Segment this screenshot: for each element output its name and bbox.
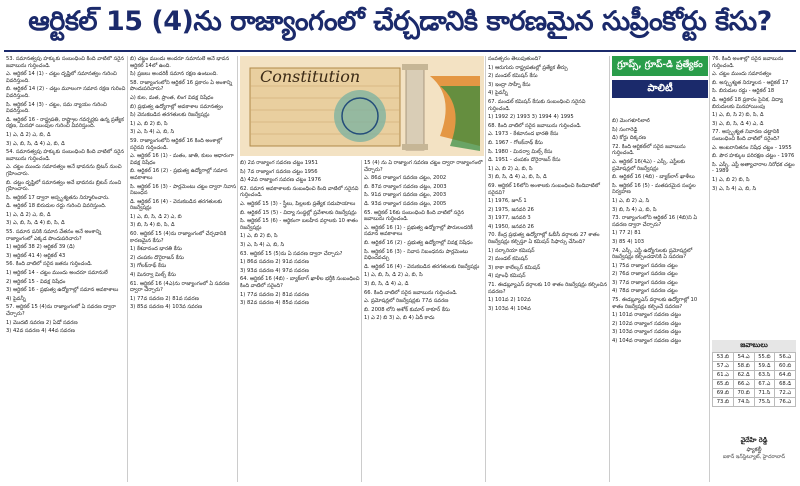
question-text: సి) 7వ రాజ్యాంగ సవరణ చట్టం 1956 (240, 168, 318, 175)
question-text: 1) ఆర్టికల్ 14 - చట్టం ముందు అందరూ సమానులే (6, 270, 108, 277)
column-divider (361, 160, 362, 482)
question-text: 1) ఎ, బి, సి, డి 2) ఎ, బి (130, 213, 182, 220)
question-text: సంవత్సరం తెలుపుతుంది? (488, 56, 541, 62)
question-text: సి. ఆర్టికల్ 14 (3) - చట్టం, సమ న్యాయం గురించి వివరిస్తుంది. (6, 101, 107, 115)
question-text: సి. ఆర్టికల్ 16 (5) - మతపరమైన సంస్థల నిర్వహణ (612, 182, 696, 196)
column-divider (609, 56, 610, 482)
question-text: 1) 77వ సవరణ 2) 81వ సవరణ (240, 291, 309, 298)
question-text: 3) ఎ, సి 4) ఎ, బి, సి (712, 185, 757, 192)
question-text: సి. 91వ రాజ్యాంగ సవరణ చట్టం, 2003 (364, 192, 447, 199)
question-text: బి. చట్టం దృష్టిలో సమానత్వం అనే భావనను బ్రిటన్ నుంచి గ్రహించారు. (6, 179, 122, 193)
illustration-banner-text: Constitution (260, 67, 361, 86)
question-text: బి. ఆర్టికల్ 16 (2) - ప్రభుత్వ ఉద్యోగాల్లో సమాన అవకాశాలు (130, 168, 228, 181)
question-text: 3) 85 4) 103 (612, 238, 645, 245)
question-text: బి. ఆర్టికల్ 16 (2) - ప్రభుత్వ ఉద్యోగాల్లో వివక్ష నిషేధం (364, 239, 473, 246)
answer-cell: 53.బి (713, 353, 734, 362)
question-text: 3) 85వ సవరణ 4) 103వ సవరణ (130, 304, 203, 311)
question-text: 2) మండల్ కమిషన్ (488, 256, 528, 263)
question-text: ఎ. ఆర్టికల్ 14 (1) - చట్టం దృష్టిలో సమానత్వం గురించి వివరిస్తుంది. (6, 71, 117, 84)
question-text: 1) మొదటి సవరణ 2) ఏడో సవరణ (6, 319, 78, 326)
question-text: 66. కింది వాటిలో సరైన జవాబును గుర్తించండి. (364, 289, 458, 296)
question-text: డి. ఆర్టికల్ 16 (4) - వెనుకబడిన తరగతులకు రిజర్వేషన్లు (364, 263, 480, 270)
question-text: 62. సమాన అవకాశాలకు సంబంధించి కింది వాటిలో సరైనవి గుర్తించండి. (240, 185, 359, 199)
question-text: 76. కింది అంశాల్లో సరైన జవాబును గుర్తించండి. (712, 56, 784, 69)
question-column-7 (712, 56, 796, 336)
question-text: డి. 93వ రాజ్యాంగ సవరణ చట్టం, 2005 (364, 200, 447, 207)
answer-cell: 62.డి (733, 371, 754, 380)
question-text: 4) 104వ రాజ్యాంగ సవరణ చట్టం (612, 338, 681, 345)
question-text: 74. ఎస్సీ, ఎస్టీ ఉద్యోగులకు ప్రమోషన్లలో రిజర్వేషన్లు కల్పించడానికి ఏ సవరణ? (612, 247, 693, 261)
question-text: సి) వెనుకబడిన తరగతులకు రిజర్వేషన్లు (130, 112, 210, 119)
question-text: 65. ఆర్టికల్ 16కు సంబంధించి కింది వాటిలో సరైన జవాబును గుర్తించండి. (364, 209, 465, 223)
question-text: సి. 1980 - మినర్వా మిల్స్ కేసు (488, 148, 553, 155)
question-text: బి. ఆర్టికల్ 14 (2) - చట్టం మూలంగా సమాన రక్షణ గురించి వివరిస్తుంది. (6, 86, 126, 99)
question-text: డి. ఆర్టికల్ 16 (4) - వెనుకబడిన తరగతులకు రిజర్వేషన్లు (130, 198, 223, 212)
question-text: 15 (4) ను ఏ రాజ్యాంగ సవరణ చట్టం ద్వారా రాజ్యాంగంలో చేర్చారు? (364, 160, 483, 173)
question-text: 58. రాజ్యాంగంలోని ఆర్టికల్ 16 ప్రకారం ఏ అంశాన్ని పొందుపరిచారు? (130, 79, 233, 93)
question-text: 3) ఎ, సి 4) ఎ, బి, సి (240, 241, 285, 248)
answer-key (712, 340, 796, 407)
question-text: 72. కింది ఆర్టికల్‌లో సరైన జవాబును గుర్తించండి. (612, 143, 686, 157)
question-text: 73. రాజ్యాంగంలోని ఆర్టికల్ 16 (4బి)ని ఏ సవరణ ద్వారా చేర్చారు? (612, 215, 698, 228)
question-text: సి. ఆర్టికల్ 17 ద్వారా అస్పృశ్యతను నిర్మూలించారు. (6, 194, 110, 201)
answer-row (713, 398, 796, 407)
answer-cell: 72.ఎ (775, 389, 796, 398)
author-name: వైదేహి రెడ్డి (740, 436, 768, 444)
question-text: 67. మండల్ కమిషన్ కేసుకు సంబంధించి సరైనవి గుర్తించండి. (488, 98, 586, 112)
question-text: 1) 101వ రాజ్యాంగ సవరణ చట్టం (612, 312, 681, 319)
question-text: 59. రాజ్యాంగంలోని ఆర్టికల్ 16 కింది అంశాల్లో సరైనవి గుర్తించండి. (130, 137, 223, 151)
question-text: 64. ఆర్టికల్ 16 (4బి) - బ్యాక్‌లాగ్ ఖాళీల భర్తీకి సంబంధించి కింది వాటిలో సరైంది? (240, 276, 360, 289)
question-text: ఎ) కుల, మత, ప్రాంత, లింగ వివక్ష నిషేధం (130, 94, 214, 101)
question-column-3 (240, 160, 360, 482)
question-text: బి) ప్రభుత్వ ఉద్యోగాల్లో అవకాశాల సమానత్వం (130, 103, 224, 110)
author-credit (712, 436, 796, 461)
question-text: 1) ఆరుగురు రాష్ట్రపతుల్లో ప్రత్యేక తీర్పు (488, 64, 568, 71)
constitution-book-icon (240, 56, 484, 156)
question-text: 54. సమానత్వపు హక్కుకు సంబంధించి కింది వాటిలో సరైన జవాబును గుర్తించండి. (6, 149, 125, 162)
question-text: ఎ. చట్టం ముందు సమానత్వం అనే భావనను బ్రిటన్ నుంచి గ్రహించారు. (6, 164, 122, 177)
question-text: 56. కింది వాటిలో సరైన జతను గుర్తించండి. (6, 261, 93, 268)
question-column-6 (612, 118, 708, 482)
answer-key-table (712, 352, 796, 407)
answer-cell: 74.సి (733, 398, 754, 407)
answer-cell: 76.ఎ (775, 398, 796, 407)
answer-cell: 73.బి (713, 398, 734, 407)
question-text: 2) చంపకం దొరైరాజన్ కేసు (130, 254, 184, 261)
question-text: సి. ఆర్టికల్ 16 (3) - నివాస నిబంధనను పార్లమెంటు విధించవచ్చు (364, 248, 469, 262)
question-text: 2) 76వ రాజ్యాంగ సవరణ చట్టం (612, 271, 678, 278)
answer-cell: 56.ఎ (775, 353, 796, 362)
question-text: 1) 77వ సవరణ 2) 81వ సవరణ (130, 295, 199, 302)
answer-row (713, 389, 796, 398)
section-label-box (612, 56, 708, 114)
question-text: సి) ప్రజలు అందరికీ సమాన రక్షణ ఉంటుంది. (130, 71, 218, 78)
question-text: 1) 77 2) 81 (612, 230, 641, 237)
question-text: 1) 101వ 2) 102వ (488, 297, 531, 304)
answer-cell: 55.బి (754, 353, 775, 362)
question-text: 1) ఎ, బి 2) ఎ, బి, సి (488, 165, 533, 172)
question-text: 4) మినర్వా మిల్స్ కేసు (130, 272, 176, 279)
question-text: బి. ఆర్టికల్ 15 (5) - విద్యా సంస్థల్లో ప్రవేశాలకు రిజర్వేషన్లు (240, 209, 357, 216)
question-text: 4) పూంఛీ కమిషన్ (488, 273, 526, 280)
column-divider (127, 56, 128, 482)
question-text: 1) ఎ, బి, సి, డి 2) ఎ, బి, సి (364, 272, 423, 279)
question-text: 3) ఎ, బి, సి, డి 4) ఎ, బి, డి (6, 140, 65, 147)
question-text: 71. ఈడబ్ల్యూఎస్ వర్గాలకు 10 శాతం రిజర్వేషన్లు కల్పించిన సవరణ? (488, 282, 607, 295)
question-text: డి. ఆర్టికల్ 16 - రాష్ట్రపతి, రాష్ట్రాల గవర్నర్లకు ఉన్న ప్రత్యేక రక్షణ, మినహా యింపుల గురించి వివరిస్తుంది. (6, 116, 124, 130)
answer-row (713, 380, 796, 389)
question-text: 61. ఆర్టికల్ 16 (4ఎ)ను రాజ్యాంగంలో ఏ సవరణ ద్వారా చేర్చారు? (130, 280, 230, 294)
question-text: ఎ. ప్రమోషన్లలో రిజర్వేషన్లకు 77వ సవరణ (364, 298, 449, 305)
question-column-5 (488, 56, 608, 482)
question-text: ఎ. ఆర్టికల్ 15 (3) - స్త్రీలు, పిల్లలకు ప్రత్యేక సదుపాయాలు (240, 200, 356, 207)
answer-row (713, 353, 796, 362)
answer-cell: 61.ఎ (713, 371, 734, 380)
question-text: బి) చట్టం ముందు అందరూ సమానులే అనే భావన ఆర్టికల్ 14లో ఉంది. (130, 56, 230, 69)
question-text: బి. 1967 - గోలక్‌నాథ్ కేసు (488, 139, 543, 146)
question-text: 3) ఎ, బి, సి, డి 4) ఎ, డి (712, 120, 764, 127)
question-text: 57. ఆర్టికల్ 15 (4)ను రాజ్యాంగంలో ఏ సవరణ ద్వారా చేర్చారు? (6, 304, 116, 317)
question-text: 3) ఎ, బి, సి, డి 4) బి, సి, డి (6, 220, 65, 227)
question-text: 3) ఇంద్రా సాహ్నీ కేసు (488, 81, 531, 88)
answer-row (713, 371, 796, 380)
answer-cell: 65.బి (713, 380, 734, 389)
question-text: సి. ఆర్టికల్ 16 (3) - పార్లమెంటు చట్టం ద్వారా నివాస నిబంధన (130, 183, 236, 197)
question-text: బి. ఆర్టికల్ 16 (4బి) - బ్యాక్‌లాగ్ ఖాళీలు (612, 174, 695, 181)
question-text: 3) ఎ, సి 4) ఎ, బి, సి (130, 129, 175, 136)
headline-rule (4, 50, 796, 52)
question-text: 3) 77వ రాజ్యాంగ సవరణ చట్టం (612, 279, 678, 286)
question-text: సి. ఆర్టికల్ 15 (6) - ఆర్థికంగా బలహీన వర్గాలకు 10 శాతం రిజర్వేషన్లు (240, 218, 358, 231)
question-text: 60. ఆర్టికల్ 15 (4)ను రాజ్యాంగంలో చేర్చడానికి కారణమైన కేసు? (130, 231, 227, 244)
question-text: 1) 86వ సవరణ 2) 91వ సవరణ (240, 259, 309, 266)
question-text: 3) ఆర్టికల్ 41 4) ఆర్టికల్ 43 (6, 252, 66, 259)
question-text: 3) కాకా కాలేల్కర్ కమిషన్ (488, 264, 541, 271)
constitution-illustration (240, 56, 484, 156)
question-column-2 (130, 56, 236, 482)
answer-key-title: జవాబులు (712, 340, 796, 352)
question-text: బి. 87వ రాజ్యాంగ సవరణ చట్టం, 2003 (364, 183, 447, 190)
section-label: గ్రూప్స్, గ్రూప్-డి ప్రత్యేకం (612, 56, 708, 76)
answer-cell: 67.ఎ (754, 380, 775, 389)
question-text: 4) పైవన్నీ (488, 90, 508, 97)
question-text: 75. ఈడబ్ల్యూఎస్ వర్గాలకు ఉద్యోగాల్లో 10 శాతం రిజర్వేషన్లు కల్పించే సవరణ? (612, 297, 698, 310)
question-text: 1) ఎ, బి 2) ఎ, సి (612, 197, 650, 204)
column-divider (237, 56, 238, 482)
question-text: బి. పౌర హక్కుల పరిరక్షణ చట్టం - 1976 (712, 153, 795, 160)
question-text: 1) ఎ 2) బి 3) ఎ, బి 4) ఏదీ కాదు (364, 315, 435, 322)
question-text: 3) బి, సి 4) బి, సి, డి (130, 222, 175, 229)
question-text: డి) 42వ రాజ్యాంగ సవరణ చట్టం 1976 (240, 177, 322, 184)
answer-cell: 63.సి (754, 371, 775, 380)
question-text: 2) 102వ రాజ్యాంగ సవరణ చట్టం (612, 320, 681, 327)
answer-cell: 60.బి (775, 362, 796, 371)
answer-cell: 75.సి (754, 398, 775, 407)
question-text: 53. సమానత్వపు హక్కుకు సంబంధించి కింది వాటిలో సరైన జవాబును గుర్తించండి. (6, 56, 125, 69)
question-text: 68. కింది వాటిలో సరైన జవాబును గుర్తించండి. (488, 122, 582, 129)
question-text: 3) 103వ 4) 104వ (488, 305, 531, 312)
column-divider (485, 56, 486, 482)
answer-cell: 58.బి (733, 362, 754, 371)
question-text: 3) 93వ సవరణ 4) 97వ సవరణ (240, 267, 309, 274)
question-text: 1) ఎ, బి, సి 2) బి, సి, డి (712, 112, 764, 119)
answer-row (713, 362, 796, 371)
question-text: 1) 75వ రాజ్యాంగ సవరణ చట్టం (612, 262, 678, 269)
question-text: ఎ. ఆర్టికల్ 16 (1) - ప్రభుత్వ ఉద్యోగాల్లో పౌరులందరికీ సమాన అవకాశాలు (364, 224, 473, 238)
answer-cell: 57.ఎ (713, 362, 734, 371)
question-text: 2) మండల్ కమిషన్ కేసు (488, 73, 538, 80)
question-text: 4) 1950, జనవరి 26 (488, 223, 534, 230)
question-text: 77. అస్పృశ్యత నివారణ చట్టానికి సంబంధించి కింది వాటిలో సరైంది? (712, 129, 780, 142)
answer-cell: 70.బి (733, 389, 754, 398)
question-text: డి. ఆర్టికల్ 18 బిరుదుల రద్దు గురించి వివరిస్తుంది. (6, 203, 107, 210)
answer-cell: 69.బి (713, 389, 734, 398)
question-column-1 (6, 56, 126, 482)
question-text: ఎ. చట్టం ముందు సమానత్వం (712, 71, 772, 78)
question-text: 1) సర్కారియా కమిషన్ (488, 247, 535, 254)
column-divider (709, 56, 710, 482)
answer-cell: 64.బి (775, 371, 796, 380)
question-text: 1) ఎ, బి 2) బి, సి (130, 120, 168, 127)
question-text: డి) కోర్టు దిక్కరణ (612, 135, 646, 142)
question-text: 55. సమాన పనికి సమాన వేతనం అనే అంశాన్ని రాజ్యాంగంలో ఎక్కడ పొందుపరిచారు? (6, 229, 102, 242)
question-text: 63. ఆర్టికల్ 15 (5)ను ఏ సవరణ ద్వారా చేర్చారు? (240, 250, 343, 257)
question-text: 1) ఎ, బి 2) బి, సి (712, 176, 750, 183)
author-role: ఫ్యాకల్టీ (746, 447, 762, 453)
question-text: డి. 1951 - చంపకం దొరైరాజన్ కేసు (488, 157, 561, 164)
author-org: ఐకాన్ ఇన్‌స్టిట్యూట్, హైదరాబాద్ (722, 454, 786, 460)
answer-cell: 54.ఎ (733, 353, 754, 362)
question-text: బి. అస్పృశ్యత నిర్మూలన - ఆర్టికల్ 17 (712, 79, 789, 86)
question-text: బి. 2008 లోని అశోక్ కుమార్ ఠాకూర్ కేసు (364, 306, 450, 313)
question-text: 1) ఎ, డి 2) ఎ, బి, డి (6, 131, 51, 138)
question-text: 2) ఆర్టికల్ 15 - వివక్ష నిషేధం (6, 278, 66, 285)
question-text: 4) పైవన్నీ (6, 295, 26, 302)
question-column-4 (364, 160, 484, 482)
question-text: 70. కేంద్ర ప్రభుత్వ ఉద్యోగాల్లో ఓబీసీ వర్గాలకు 27 శాతం రిజర్వేషన్లు కల్పిస్తూ ఏ కమిషన్ సిఫార్సు చేసింది? (488, 232, 600, 246)
answer-cell: 66.ఎ (733, 380, 754, 389)
question-text: 3) 82వ సవరణ 4) 85వ సవరణ (240, 300, 309, 307)
question-text: 1) ఆర్టికల్ 38 2) ఆర్టికల్ 39 (డి) (6, 244, 75, 251)
question-text: బి) మెంగళూర్‌లాల్ (612, 118, 650, 124)
question-text: 1) ఎ, డి 2) ఎ, బి, డి (6, 211, 51, 218)
question-text: బి) 2వ రాజ్యాంగ సవరణ చట్టం 1951 (240, 160, 318, 166)
question-text: 3) గోలక్‌నాథ్ కేసు (130, 263, 167, 270)
question-text: ఎ. ఆర్టికల్ 16 (1) - మతం, జాతి, కులం ఆధారంగా వివక్ష నిషేధం (130, 153, 234, 166)
page-headline: ఆర్టికల్ 15 (4)ను రాజ్యాంగంలో చేర్చడానికి కారణమైన సుప్రీంకోర్టు కేసు? (28, 6, 772, 37)
question-text: 69. ఆర్టికల్ 16లోని అంశాలకు సంబంధించి కిందివాటిలో సరైనవి? (488, 182, 600, 196)
question-text: 1) 1976, జూన్ 1 (488, 198, 527, 205)
question-text: 3) ఆర్టికల్ 16 - ప్రభుత్వ ఉద్యోగాల్లో సమాన అవకాశాలు (6, 287, 119, 294)
question-text: ఎ. 86వ రాజ్యాంగ సవరణ చట్టం, 2002 (364, 175, 447, 182)
question-text: 3) 103వ రాజ్యాంగ సవరణ చట్టం (612, 329, 681, 336)
question-text: సి. బిరుదుల రద్దు - ఆర్టికల్ 18 (712, 88, 775, 95)
question-text: 3) బి, సి, డి 4) ఎ, డి (364, 280, 409, 287)
question-text: 4) 78వ రాజ్యాంగ సవరణ చట్టం (612, 288, 678, 295)
answer-cell: 71.సి (754, 389, 775, 398)
question-text: ఎ. 1973 - కేశవానంద భారతి కేసు (488, 131, 559, 138)
question-text: 3) బి, సి 4) ఎ, బి, సి (612, 206, 657, 213)
question-text: 3) బి, సి, డి 4) ఎ, బి, సి, డి (488, 174, 547, 181)
question-text: డి. ఆర్టికల్ 18 ప్రకారం సైనిక, విద్యా బిరుదులకు మినహాయింపు (712, 96, 783, 110)
section-subject: పాలిటీ (612, 80, 708, 98)
question-text: సి. ఎస్సీ, ఎస్టీ అత్యాచారాల నిరోధక చట్టం - 1989 (712, 161, 795, 175)
question-text: 1) 1992 2) 1993 3) 1994 4) 1995 (488, 114, 574, 121)
question-text: 2) 1975, జనవరి 26 (488, 206, 534, 213)
answer-cell: 68.డి (775, 380, 796, 389)
question-text: 3) 42వ సవరణ 4) 44వ సవరణ (6, 328, 75, 335)
question-text: ఎ. ఆర్టికల్ 16(4ఎ) - ఎస్సీ, ఎస్టీలకు ప్రమోషన్లలో రిజర్వేషన్లు (612, 158, 686, 172)
answer-cell: 59.డి (754, 362, 775, 371)
question-text: 1) కేశవానంద భారతి కేసు (130, 246, 182, 253)
question-text: 1) ఎ, బి 2) బి, సి (240, 233, 278, 240)
question-text: సి) సంగారెడ్డి (612, 126, 638, 133)
question-text: 3) 1977, జనవరి 3 (488, 215, 531, 222)
question-text: ఎ. అంటరానితనం నిషేధ చట్టం - 1955 (712, 144, 792, 151)
